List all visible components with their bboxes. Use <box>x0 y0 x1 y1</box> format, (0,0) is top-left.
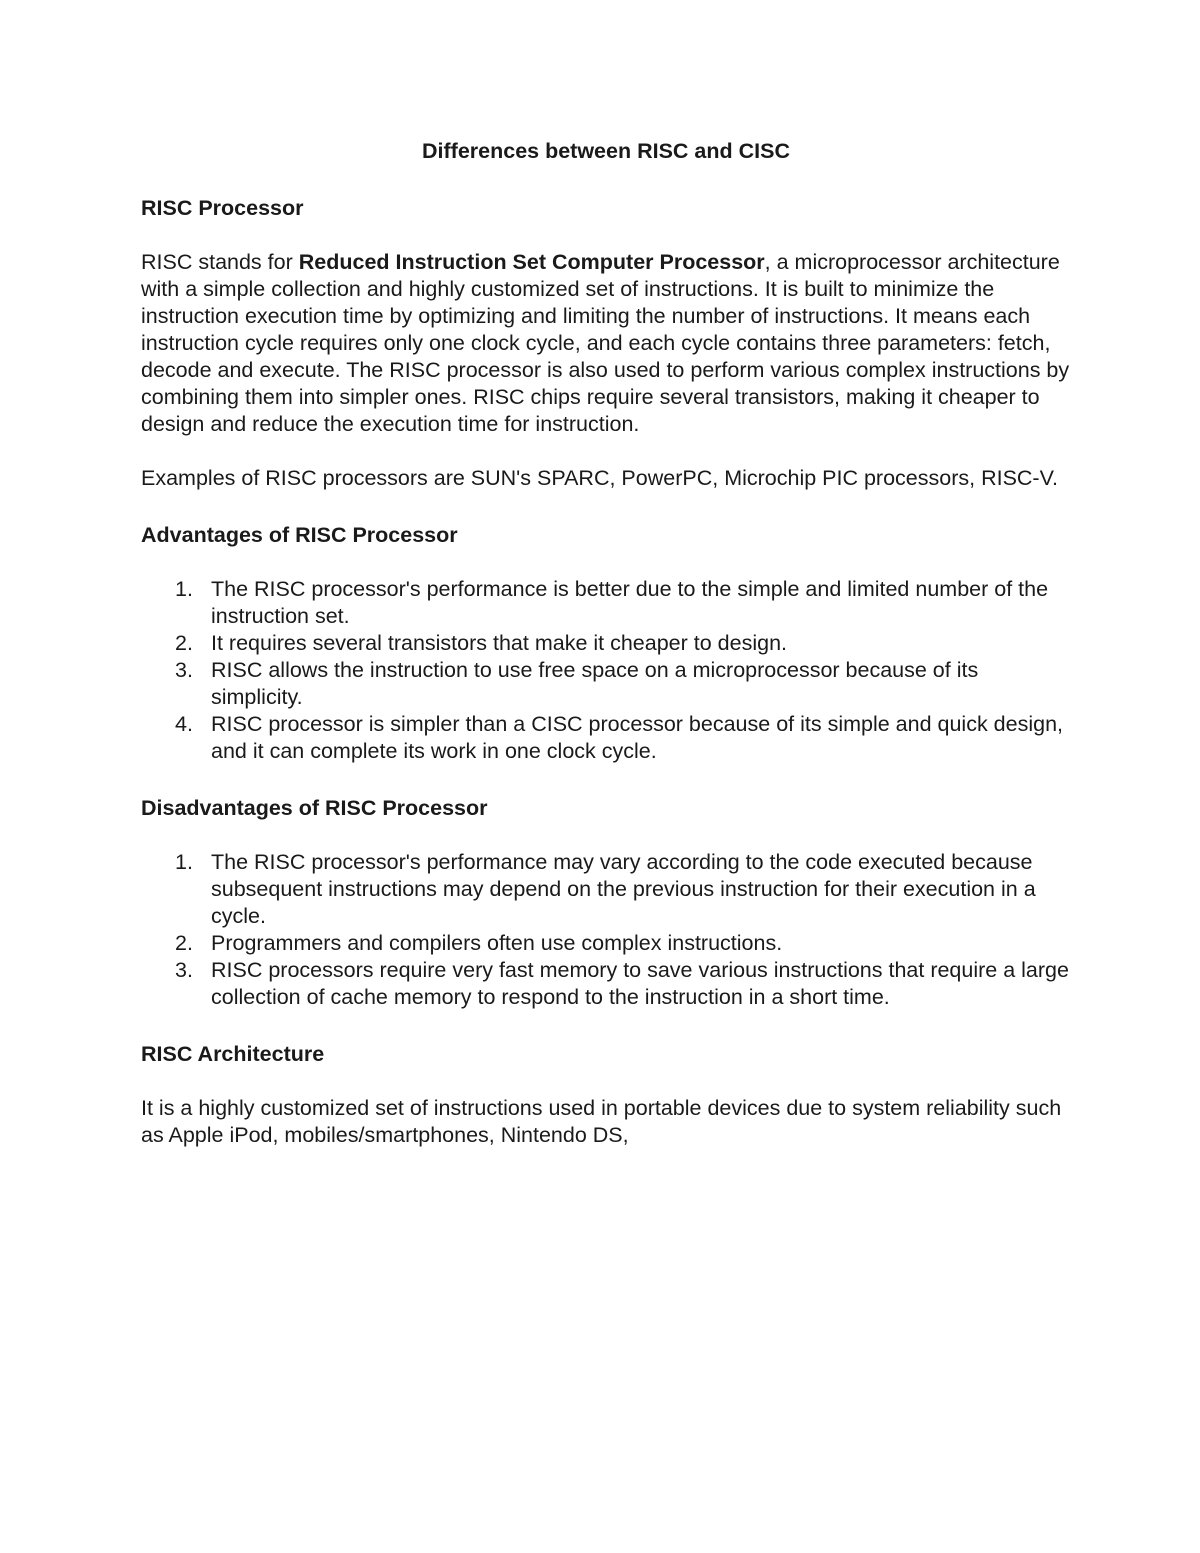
list-item <box>141 630 1071 657</box>
risc-intro-bold-term: Reduced Instruction Set Computer Processor <box>298 250 765 274</box>
list-item-number: 1. <box>175 577 193 601</box>
risc-intro-paragraph <box>141 249 1071 438</box>
disadvantages-list <box>141 849 1071 1011</box>
list-item-number: 4. <box>175 712 193 736</box>
list-item-text: The RISC processor's performance is better due to the simple and limited number of the instruction set. <box>211 577 1049 628</box>
list-item-number: 2. <box>175 631 193 655</box>
list-item-text: The RISC processor's performance may vary according to the code executed because subsequent instructions may depend on the previous instruction for their execution in a cycle. <box>211 850 1036 928</box>
risc-intro-pre: RISC stands for <box>141 250 299 274</box>
page-title: Differences between RISC and CISC <box>422 139 790 163</box>
section-heading-risc-processor: RISC Processor <box>141 196 304 220</box>
list-item <box>141 930 1071 957</box>
list-item-text: It requires several transistors that make it cheaper to design. <box>211 631 787 655</box>
advantages-list <box>141 576 1071 765</box>
list-item-text: RISC processors require very fast memory to save various instructions that require a large collection of cache memory to respond to the instruction in a short time. <box>211 958 1069 1009</box>
section-heading-advantages: Advantages of RISC Processor <box>141 523 458 547</box>
risc-examples-paragraph: Examples of RISC processors are SUN's SPARC, PowerPC, Microchip PIC processors, RISC-V. <box>141 466 1058 490</box>
risc-intro-post: , a microprocessor architecture with a simple collection and highly customized set of instructions. It is built to minimize the instruction execution time by optimizing and limiting the number of instructions. It means each instruction cycle requires only one clock cycle, and each cycle contains three parameters: fetch, decode and execute. The RISC processor is also used to perform various complex instructions by combining them into simpler ones. RISC chips require several transistors, making it cheaper to design and reduce the execution time for instruction. <box>141 250 1070 436</box>
list-item-text: RISC allows the instruction to use free space on a microprocessor because of its simplicity. <box>211 658 979 709</box>
section-heading-architecture: RISC Architecture <box>141 1042 325 1066</box>
list-item-number: 1. <box>175 850 193 874</box>
list-item <box>141 849 1071 930</box>
list-item <box>141 657 1071 711</box>
list-item <box>141 711 1071 765</box>
list-item-number: 2. <box>175 931 193 955</box>
list-item-number: 3. <box>175 658 193 682</box>
section-heading-disadvantages: Disadvantages of RISC Processor <box>141 796 488 820</box>
list-item-text: Programmers and compilers often use complex instructions. <box>211 931 783 955</box>
architecture-paragraph: It is a highly customized set of instructions used in portable devices due to system reliability such as Apple iPod, mobiles/smartphones, Nintendo DS, <box>141 1096 1062 1147</box>
list-item <box>141 957 1071 1011</box>
list-item <box>141 576 1071 630</box>
list-item-number: 3. <box>175 958 193 982</box>
list-item-text: RISC processor is simpler than a CISC processor because of its simple and quick design, and it can complete its work in one clock cycle. <box>211 712 1064 763</box>
document-page <box>141 138 1071 1149</box>
